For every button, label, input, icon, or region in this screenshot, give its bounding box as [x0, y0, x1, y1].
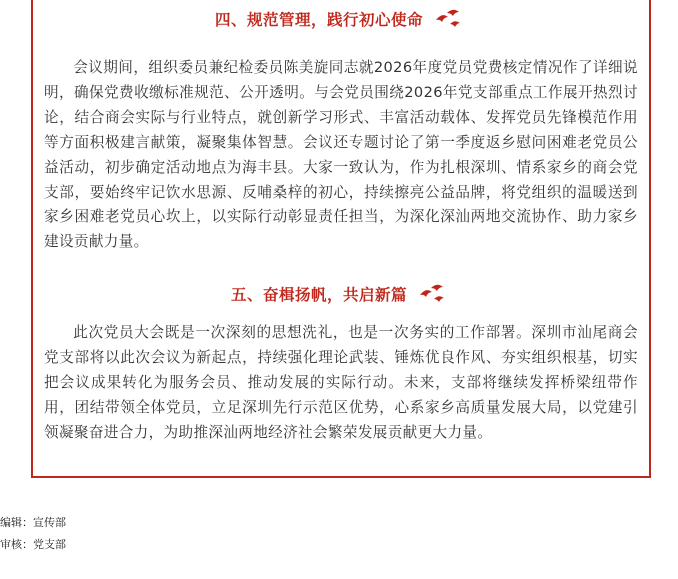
section-heading-5 — [0, 283, 678, 305]
flying-birds-icon — [433, 8, 463, 30]
section-paragraph-4: 会议期间，组织委员兼纪检委员陈美旋同志就2026年度党员党费核定情况作了详细说明，确保党费收缴标准规范、公开透明。与会党员围绕2026年党支部重点工作展开热烈讨论，结合商会实际与行业特点，就创新学习形式、丰富活动载体、发挥党员先锋模范作用等方面积极建言献策，凝聚集体智慧。会议还专题讨论了第一季度返乡慰问困难老党员公益活动，初步确定活动地点为海丰县。大家一致认为，作为扎根深圳、情系家乡的商会党支部，要始终牢记饮水思源、反哺桑梓的初心，持续擦亮公益品牌，将党组织的温暖送到家乡困难老党员心坎上，以实际行动彰显责任担当，为深化深汕两地交流协作、助力家乡建设贡献力量。 — [44, 59, 638, 251]
section-title: 五、奋楫扬帆，共启新篇 — [231, 286, 408, 304]
reviewer-credit: 审核：党支部 — [0, 538, 66, 551]
section-title: 四、规范管理，践行初心使命 — [215, 11, 424, 29]
editor-credit: 编辑：宣传部 — [0, 516, 66, 529]
flying-birds-icon — [417, 283, 447, 305]
section-heading-4 — [0, 8, 678, 30]
section-paragraph-5: 此次党员大会既是一次深刻的思想洗礼，也是一次务实的工作部署。深圳市汕尾商会党支部将以此次会议为新起点，持续强化理论武装、锤炼优良作风、夯实组织根基，切实把会议成果转化为服务会员、推动发展的实际行动。未来，支部将继续发挥桥梁纽带作用，团结带领全体党员，立足深圳先行示范区优势，心系家乡高质量发展大局，以党建引领凝聚奋进合力，为助推深汕两地经济社会繁荣发展贡献更大力量。 — [44, 324, 638, 441]
